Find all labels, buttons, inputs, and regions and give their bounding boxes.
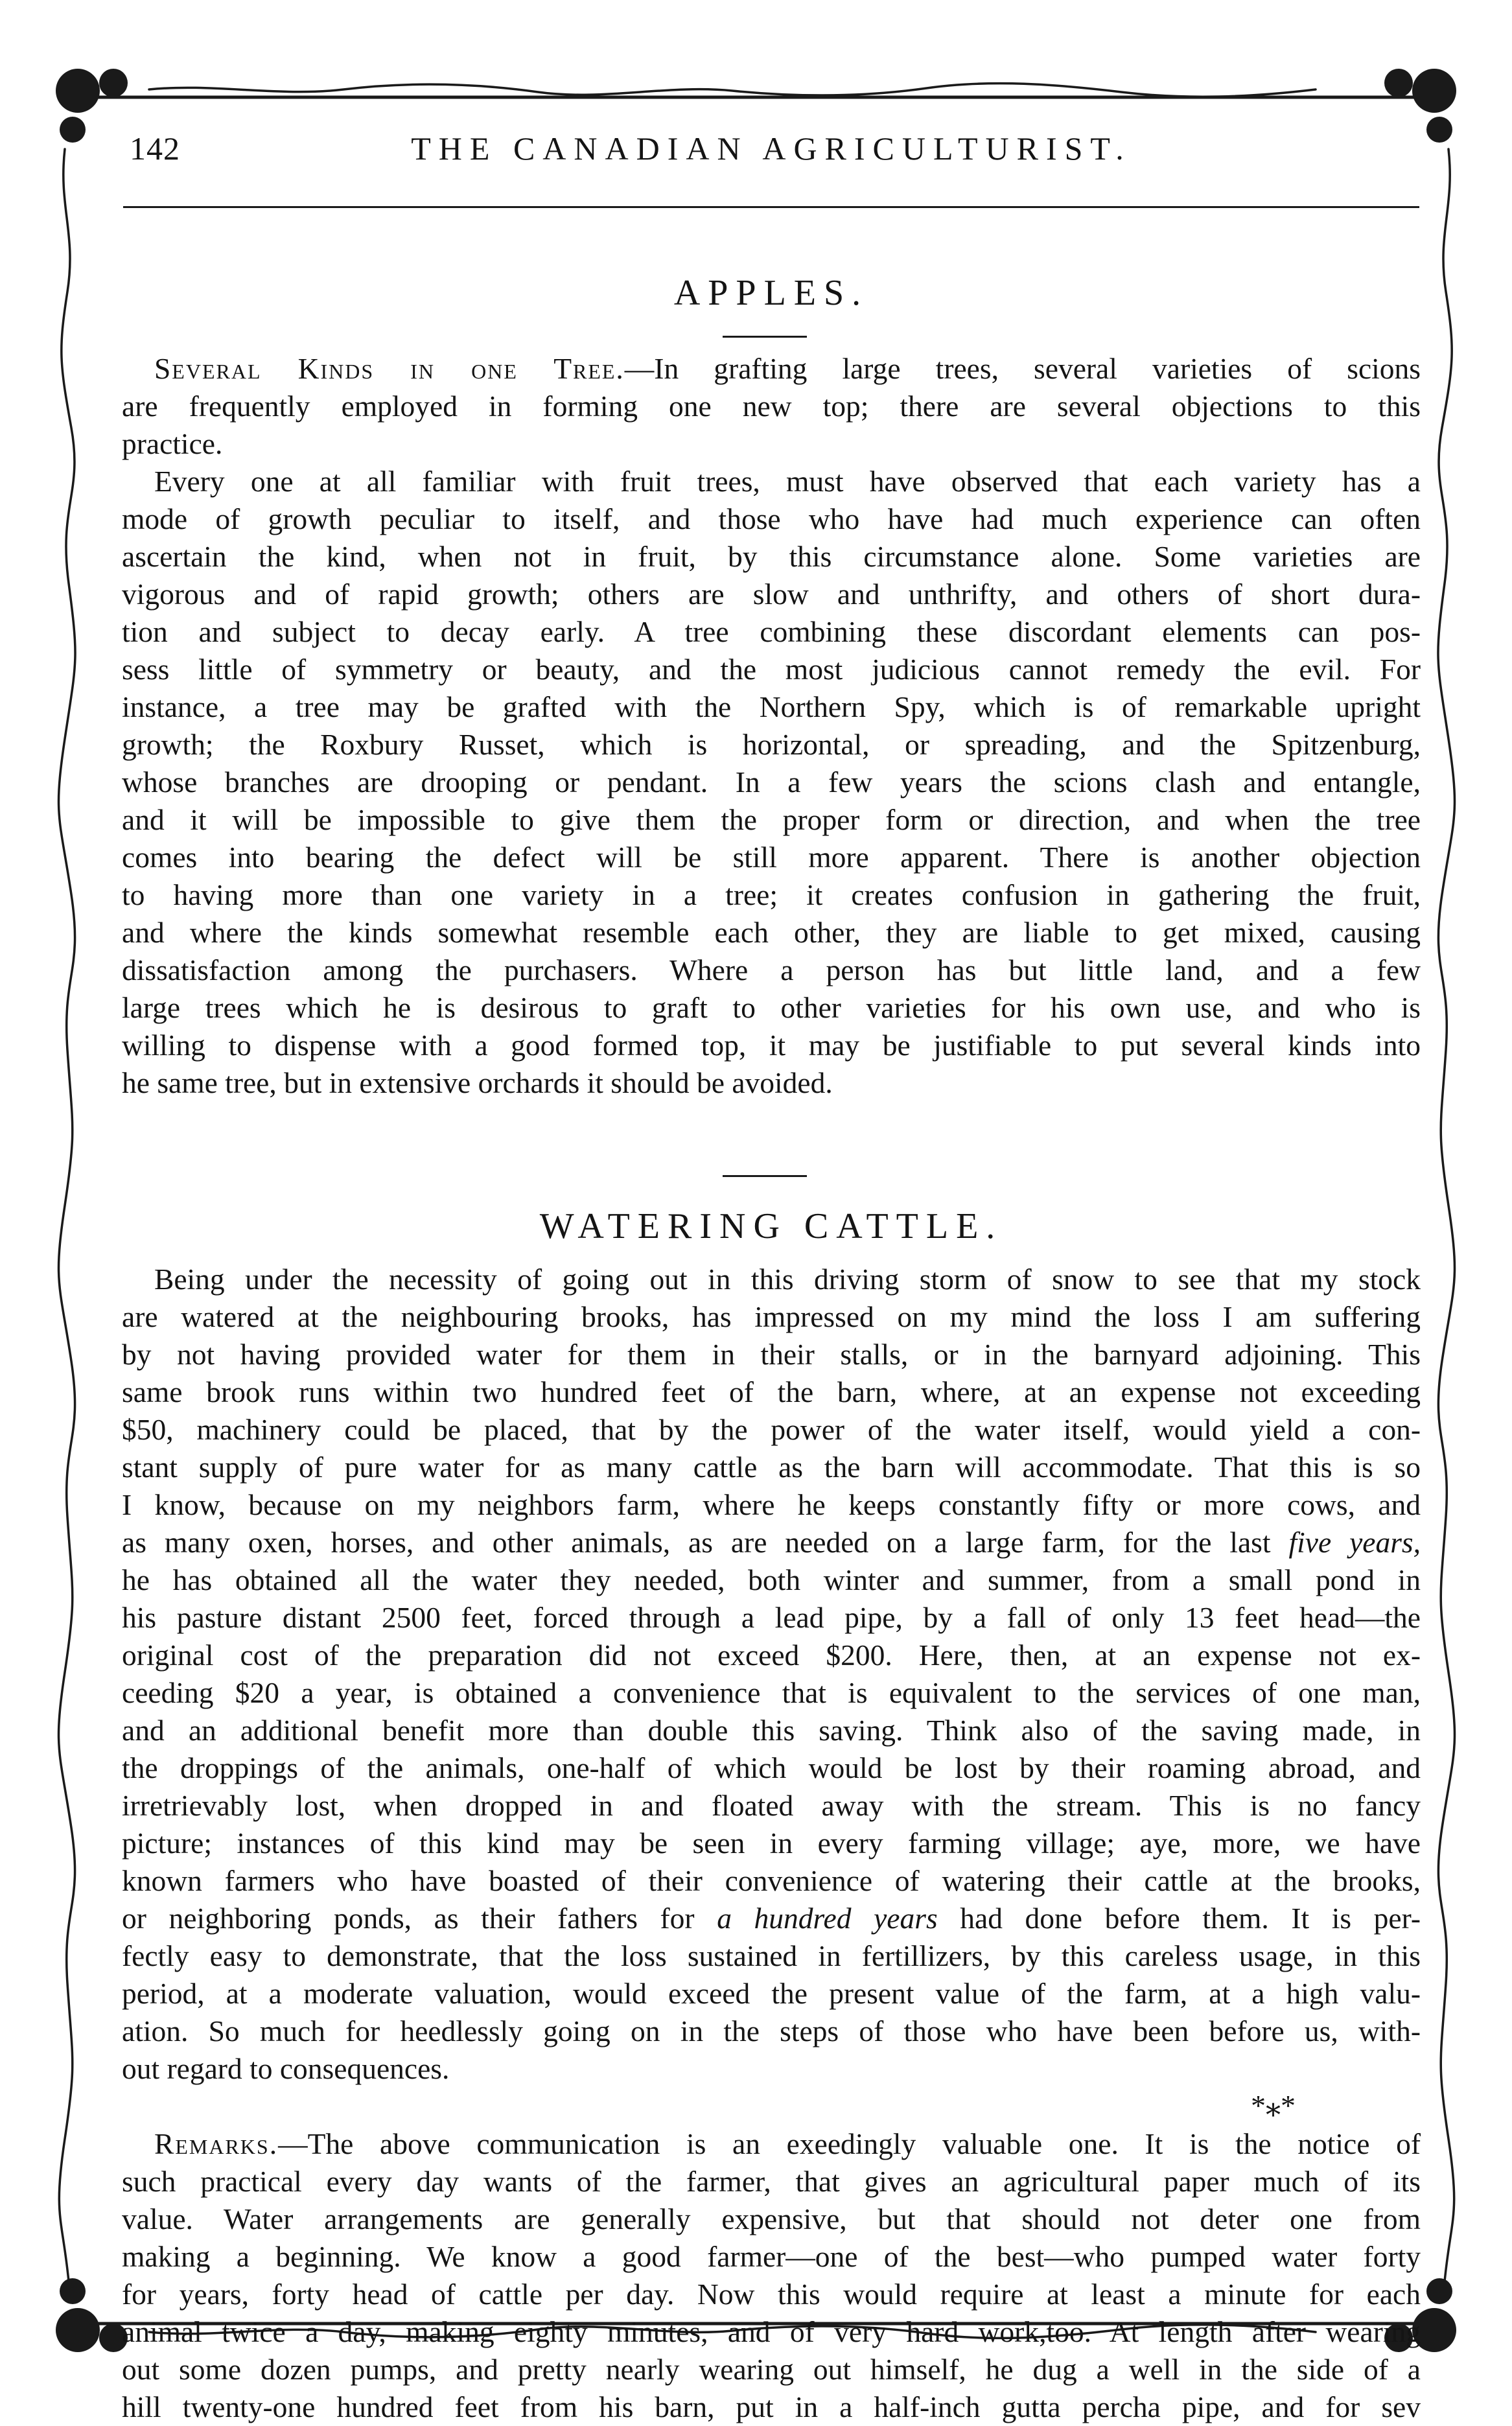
article-line: vigorous and of rapid growth; others are slow and unthrifty, and others of short dura-	[122, 577, 1421, 611]
article-line: mode of growth peculiar to itself, and those who have had much experience can often	[122, 502, 1421, 535]
italic-hundred-years: a hundred years	[717, 1902, 938, 1935]
article-line: and an additional benefit more than double this saving. Think also of the saving made, in	[122, 1714, 1421, 1747]
article-line: are frequently employed in forming one new top; there are several objections to this	[122, 390, 1421, 423]
article-line: original cost of the preparation did not exceed $200. Here, then, at an expense not ex-	[122, 1639, 1421, 1672]
corner-ornament-bottom-left	[56, 2278, 128, 2352]
running-head	[130, 130, 1413, 188]
article-line: growth; the Roxbury Russet, which is horizontal, or spreading, and the Spitzenburg,	[122, 728, 1421, 761]
article-line: large trees which he is desirous to graft to other varieties for his own use, and who is	[122, 991, 1421, 1024]
article-line: practice.	[122, 427, 223, 460]
article-line: are watered at the neighbouring brooks, has impressed on my mind the loss I am suffering	[122, 1300, 1421, 1333]
article-line: fectly easy to demonstrate, that the loss sustained in fertillizers, by this careless usage, in this	[122, 1939, 1421, 1972]
article-line: ation. So much for heedlessly going on in the steps of those who have been before us, with-	[122, 2014, 1421, 2047]
article-line: or neighboring ponds, as their fathers for a hundred years had done before them. It is per-	[122, 1902, 1421, 1935]
article-line: his pasture distant 2500 feet, forced through a lead pipe, by a fall of only 13 feet head—the	[122, 1601, 1421, 1634]
article-line: animal twice a day, making eighty minutes, and of very hard work,too. At length after wearing	[122, 2315, 1421, 2348]
corner-ornament-top-left	[56, 69, 128, 143]
remarks-lead-in: Remarks.	[154, 2127, 279, 2160]
journal-title: THE CANADIAN AGRICULTURIST.	[411, 130, 1132, 167]
article-line: Being under the necessity of going out in this driving storm of snow to see that my stock	[154, 1263, 1421, 1296]
header-rule	[123, 206, 1419, 208]
remarks-article	[122, 2125, 1421, 2426]
article-line: Several Kinds in one Tree.—In grafting large trees, several varieties of scions	[154, 352, 1421, 385]
article-line: willing to dispense with a good formed top, it may be justifiable to put several kinds into	[122, 1029, 1421, 1062]
author-signature: *⁎*	[1251, 2089, 1296, 2122]
article-line: Remarks.—The above communication is an exeedingly valuable one. It is the notice of	[154, 2127, 1421, 2160]
article-line: period, at a moderate valuation, would exceed the present value of the farm, at a high valu-	[122, 1977, 1421, 2010]
article-line: the droppings of the animals, one-half of which would be lost by their roaming abroad, and	[122, 1751, 1421, 1784]
apples-article	[122, 350, 1421, 1102]
article-line: ascertain the kind, when not in fruit, by this circumstance alone. Some varieties are	[122, 540, 1421, 573]
italic-five-years: five years,	[1288, 1526, 1421, 1559]
article-line: picture; instances of this kind may be seen in every farming village; aye, more, we have	[122, 1826, 1421, 1860]
article-line: for years, forty head of cattle per day. Now this would require at least a minute for each	[122, 2278, 1421, 2311]
article-line: comes into bearing the defect will be still more apparent. There is another objection	[122, 841, 1421, 874]
article-line: dissatisfaction among the purchasers. Where a person has but little land, and a few	[122, 953, 1421, 986]
apples-title: APPLES.	[673, 273, 869, 313]
article-line: instance, a tree may be grafted with the Northern Spy, which is of remarkable upright	[122, 690, 1421, 723]
article-line: hill twenty-one hundred feet from his barn, put in a half-inch gutta percha pipe, and for sev	[122, 2390, 1421, 2423]
watering-cattle-title: WATERING CATTLE.	[539, 1206, 1003, 1246]
article-line: ceeding $20 a year, is obtained a convenience that is equivalent to the services of one man,	[122, 1676, 1421, 1709]
article-line: Every one at all familiar with fruit trees, must have observed that each variety has a	[154, 465, 1421, 498]
article-line: sess little of symmetry or beauty, and the most judicious cannot remedy the evil. For	[122, 653, 1421, 686]
article-line: he same tree, but in extensive orchards it should be avoided.	[122, 1066, 833, 1099]
article-line: and it will be impossible to give them the proper form or direction, and when the tree	[122, 803, 1421, 836]
page-number: 142	[130, 130, 180, 167]
apples-title-rule	[723, 336, 807, 338]
article-line: known farmers who have boasted of their convenience of watering their cattle at the brooks,	[122, 1864, 1421, 1897]
article-line: by not having provided water for them in their stalls, or in the barnyard adjoining. This	[122, 1338, 1421, 1371]
article-line: I know, because on my neighbors farm, where he keeps constantly fifty or more cows, and	[122, 1488, 1421, 1521]
article-line: value. Water arrangements are generally expensive, but that should not deter one from	[122, 2202, 1421, 2235]
section-divider	[723, 1175, 807, 1177]
apples-lead-in: Several Kinds in one Tree.	[154, 352, 625, 385]
article-line: making a beginning. We know a good farmer—one of the best—who pumped water forty	[122, 2240, 1421, 2273]
article-line: same brook runs within two hundred feet of the barn, where, at an expense not exceeding	[122, 1375, 1421, 1408]
article-line: whose branches are drooping or pendant. In a few years the scions clash and entangle,	[122, 765, 1421, 799]
article-line: $50, machinery could be placed, that by the power of the water itself, would yield a con-	[122, 1413, 1421, 1446]
watering-cattle-article	[122, 1261, 1421, 2088]
article-line: stant supply of pure water for as many cattle as the barn will accommodate. That this is so	[122, 1451, 1421, 1484]
article-line: such practical every day wants of the farmer, that gives an agricultural paper much of its	[122, 2165, 1421, 2198]
article-line: irretrievably lost, when dropped in and floated away with the stream. This is no fancy	[122, 1789, 1421, 1822]
article-line: out some dozen pumps, and pretty nearly wearing out himself, he dug a well in the side of a	[122, 2353, 1421, 2386]
article-line: and where the kinds somewhat resemble each other, they are liable to get mixed, causing	[122, 916, 1421, 949]
article-line: he has obtained all the water they needed, both winter and summer, from a small pond in	[122, 1563, 1421, 1596]
article-line: to having more than one variety in a tree; it creates confusion in gathering the fruit,	[122, 878, 1421, 911]
article-line: out regard to consequences.	[122, 2052, 450, 2085]
article-line: tion and subject to decay early. A tree combining these discordant elements can pos-	[122, 615, 1421, 648]
article-line: as many oxen, horses, and other animals, as are needed on a large farm, for the last five years,	[122, 1526, 1421, 1559]
